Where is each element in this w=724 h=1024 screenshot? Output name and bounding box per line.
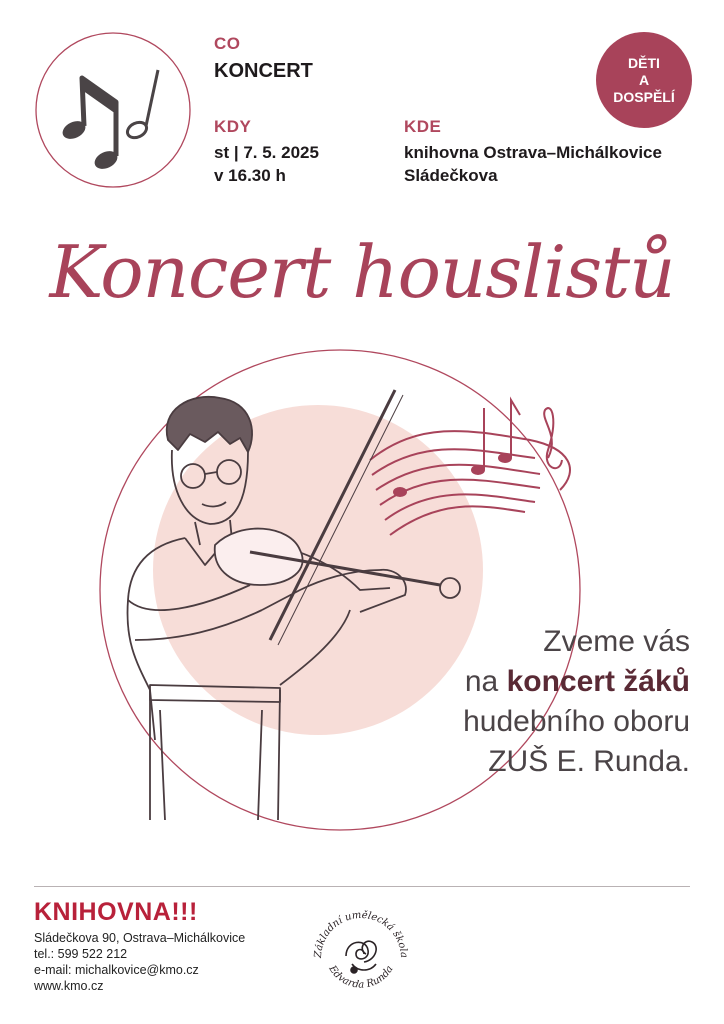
page-title: Koncert houslistů [49, 230, 675, 314]
audience-badge [596, 32, 692, 128]
invite-line4: ZUŠ E. Runda. [488, 745, 690, 778]
invite-line2-pre: na [464, 665, 507, 698]
svg-text:Základní umělecká škola [313, 910, 409, 960]
school-name-top: Základní umělecká škola [312, 909, 410, 959]
kde-street: Sládečkova [404, 166, 498, 185]
library-phone: tel.: 599 522 212 [34, 947, 128, 961]
invite-line2-bold: koncert žáků [506, 665, 690, 698]
violinist-illustration [0, 340, 724, 880]
badge-line3: DOSPĚLÍ [613, 88, 675, 105]
invite-line2 [463, 662, 690, 702]
badge-line1: DĚTI [628, 54, 660, 71]
kde-place: knihovna Ostrava–Michálkovice [404, 143, 662, 162]
invite-line3: hudebního oboru [463, 705, 690, 738]
kdy-label: KDY [214, 117, 252, 136]
kdy-time: v 16.30 h [214, 166, 286, 185]
invite-line1: Zveme vás [543, 625, 690, 658]
library-name: KNIHOVNA!!! [34, 898, 198, 926]
library-email: e-mail: michalkovice@kmo.cz [34, 963, 199, 977]
kde-label: KDE [404, 117, 442, 136]
svg-text:Edvarda Runda [326, 963, 396, 991]
co-label: CO [214, 34, 241, 53]
school-logo-icon [306, 898, 416, 1008]
library-web[interactable]: www.kmo.cz [34, 979, 104, 993]
invitation-text [463, 622, 690, 782]
badge-line2: A [638, 71, 650, 88]
music-notes-icon [34, 30, 192, 190]
co-value: KONCERT [214, 60, 313, 82]
kdy-date: st | 7. 5. 2025 [214, 143, 319, 162]
school-name-bottom: Edvarda Runda [326, 963, 396, 991]
library-address: Sládečkova 90, Ostrava–Michálkovice [34, 931, 246, 945]
footer-divider [34, 886, 690, 887]
